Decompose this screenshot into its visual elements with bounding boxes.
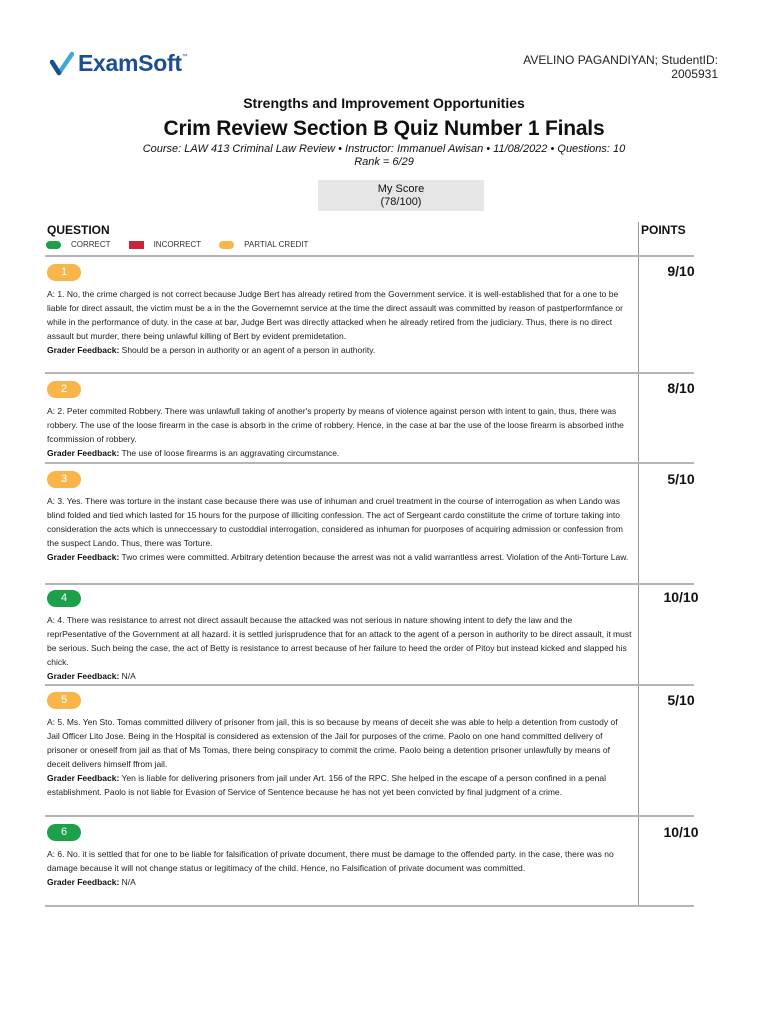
question-number-badge: 2	[47, 381, 81, 398]
legend-incorrect-swatch	[129, 241, 144, 249]
question-3-points: 5/10	[667, 471, 695, 487]
question-row-2	[47, 379, 632, 460]
question-row-1	[47, 262, 632, 357]
question-number-badge: 4	[47, 590, 81, 607]
score-label: My Score	[377, 183, 425, 195]
grader-feedback	[47, 550, 632, 564]
feedback-label: Grader Feedback:	[47, 552, 120, 562]
feedback-text: N/A	[121, 877, 136, 887]
feedback-text: Should be a person in authority or an agent of a person in authority.	[121, 345, 376, 355]
row-divider	[45, 684, 694, 686]
rank: Rank = 6/29	[354, 156, 414, 168]
answer-text: A: 2. Peter commited Robbery. There was unlawfull taking of another's property by means of violence against person with intent to gain, thus, there was robbery. The use of the loose firearm in the case is absorb in the crime of robbery. Hence, in the case at bar the use of the loose firearm is absorbed inthe fcommission of robbery.	[47, 406, 624, 444]
question-row-3	[47, 469, 632, 564]
score-box	[318, 180, 484, 211]
row-divider	[45, 583, 694, 585]
question-number-badge: 6	[47, 824, 81, 841]
answer-text: A: 4. There was resistance to arrest not direct assault because the attacked was not serious in nature showing intent to defy the law and the reprPesentative of the Government at all hazard. it is settled jurisprudence that for an attack to the agent of a person in authority to be direct assault, it must be serious. Such being the case, the act of Betty is resistance to arrest because of her failure to heed the order of Pitoy but instead kicked and slapped his chick.	[47, 615, 632, 667]
feedback-label: Grader Feedback:	[47, 345, 120, 355]
question-4-points: 10/10	[663, 589, 699, 605]
course-info: Course: LAW 413 Criminal Law Review • Instructor: Immanuel Awisan • 11/08/2022 • Questions: 10	[142, 143, 626, 155]
report-subtitle: Strengths and Improvement Opportunities	[243, 95, 525, 111]
report-meta	[0, 143, 768, 169]
feedback-text: The use of loose firearms is an aggravating circumstance.	[121, 448, 340, 458]
feedback-label: Grader Feedback:	[47, 448, 120, 458]
row-divider	[45, 815, 694, 817]
question-2-points: 8/10	[667, 380, 695, 396]
column-divider	[638, 222, 639, 907]
student-id-line: 2005931	[671, 67, 718, 81]
feedback-label: Grader Feedback:	[47, 671, 120, 681]
answer-text: A: 1. No, the crime charged is not correct because Judge Bert has already retired from the Government service. it is well-established that for a one to be liable for direct assault, the victim must be a in the the Governemnt service at the time the direct assault was committed by reason of pastperformfance or while in the performance of duty. in the case at bar, Judge Bert was directly attacked when he already retired from the judiciary. Thus, there is no direct assault but murder, there being unlawful killing of Bert by evident premidetation.	[47, 289, 623, 341]
report-title: Crim Review Section B Quiz Number 1 Finals	[163, 117, 605, 140]
legend-partial-label: PARTIAL CREDIT	[244, 240, 309, 249]
question-1-points: 9/10	[667, 263, 695, 279]
row-divider	[45, 372, 694, 374]
question-row-6	[47, 822, 632, 889]
legend-incorrect-label: INCORRECT	[153, 240, 202, 249]
answer-text: A: 5. Ms. Yen Sto. Tomas committed dilivery of prisoner from jail, this is so because by means of deceit she was able to help a detention from custody of Jail Officer Lito Jose. Being in the Hospital is considered as extension of the Jail for purposes of the crime. Paolo on one hand committed delivery of prisoner or oneself from jail as that of Ms Tomas, there being conspiracy to commit the crime. Paolo being a detention prisoner unlawfully by means of deceit delivers himself ffrom jail.	[47, 717, 618, 769]
answer-text: A: 6. No. it is settled that for one to be liable for falsification of private document, there must be damage to the offended party. in the case, there was no damage because it will not change status or legitimacy of the child. Hence, no Falsification of private document was committed.	[47, 849, 614, 873]
logo-text: ExamSoft	[78, 50, 182, 76]
legend-correct-swatch	[46, 241, 61, 249]
score-value: (78/100)	[380, 196, 422, 208]
question-number-badge: 5	[47, 692, 81, 709]
grader-feedback	[47, 771, 632, 799]
question-column-header: QUESTION	[47, 223, 110, 237]
legend-partial-swatch	[219, 241, 234, 249]
grader-feedback	[47, 343, 632, 357]
logo-trademark: ™	[181, 54, 188, 60]
question-6-points: 10/10	[663, 824, 699, 840]
feedback-label: Grader Feedback:	[47, 877, 120, 887]
question-row-5	[47, 690, 632, 799]
question-number-badge: 3	[47, 471, 81, 488]
student-name-line: AVELINO PAGANDIYAN; StudentID:	[523, 53, 718, 67]
grader-feedback	[47, 446, 632, 460]
points-column-header: POINTS	[641, 223, 686, 237]
question-row-4	[47, 588, 632, 683]
student-info	[523, 53, 718, 81]
row-divider	[45, 905, 694, 907]
answer-text: A: 3. Yes. There was torture in the instant case because there was use of inhuman and cruel treatment in the course of interrogation as when Lando was blind folded and tied which lasted for 15 hours for the purpose of illiciting confession. The act of Sergeant cardo constiitute the crime of torture taking into consideration the acts which is unneccessary to custoddial interrogation, considered as inhuman for puorposes of acquiring admission or confession from the suspect Lando. Thus, there was Torture.	[47, 496, 623, 548]
examsoft-logo	[50, 50, 188, 77]
legend	[46, 240, 326, 249]
feedback-text: N/A	[121, 671, 136, 681]
feedback-label: Grader Feedback:	[47, 773, 120, 783]
row-divider	[45, 462, 694, 464]
legend-correct-label: CORRECT	[71, 240, 111, 249]
feedback-text: Two crimes were committed. Arbitrary detention because the arrest was not a valid warrantless arrest. Violation of the Anti-Torture Law.	[121, 552, 629, 562]
question-number-badge: 1	[47, 264, 81, 281]
grader-feedback	[47, 669, 632, 683]
examsoft-check-icon	[50, 51, 74, 77]
grader-feedback	[47, 875, 632, 889]
question-5-points: 5/10	[667, 692, 695, 708]
row-divider	[45, 255, 694, 257]
feedback-text: Yen is liable for delivering prisoners from jail under Art. 156 of the RPC. She helped in the escape of a person confined in a penal establishment. Paolo is not liable for Evasion of Service of Sentence because he has not yet been convicted by final judgment of a crime.	[47, 773, 606, 797]
